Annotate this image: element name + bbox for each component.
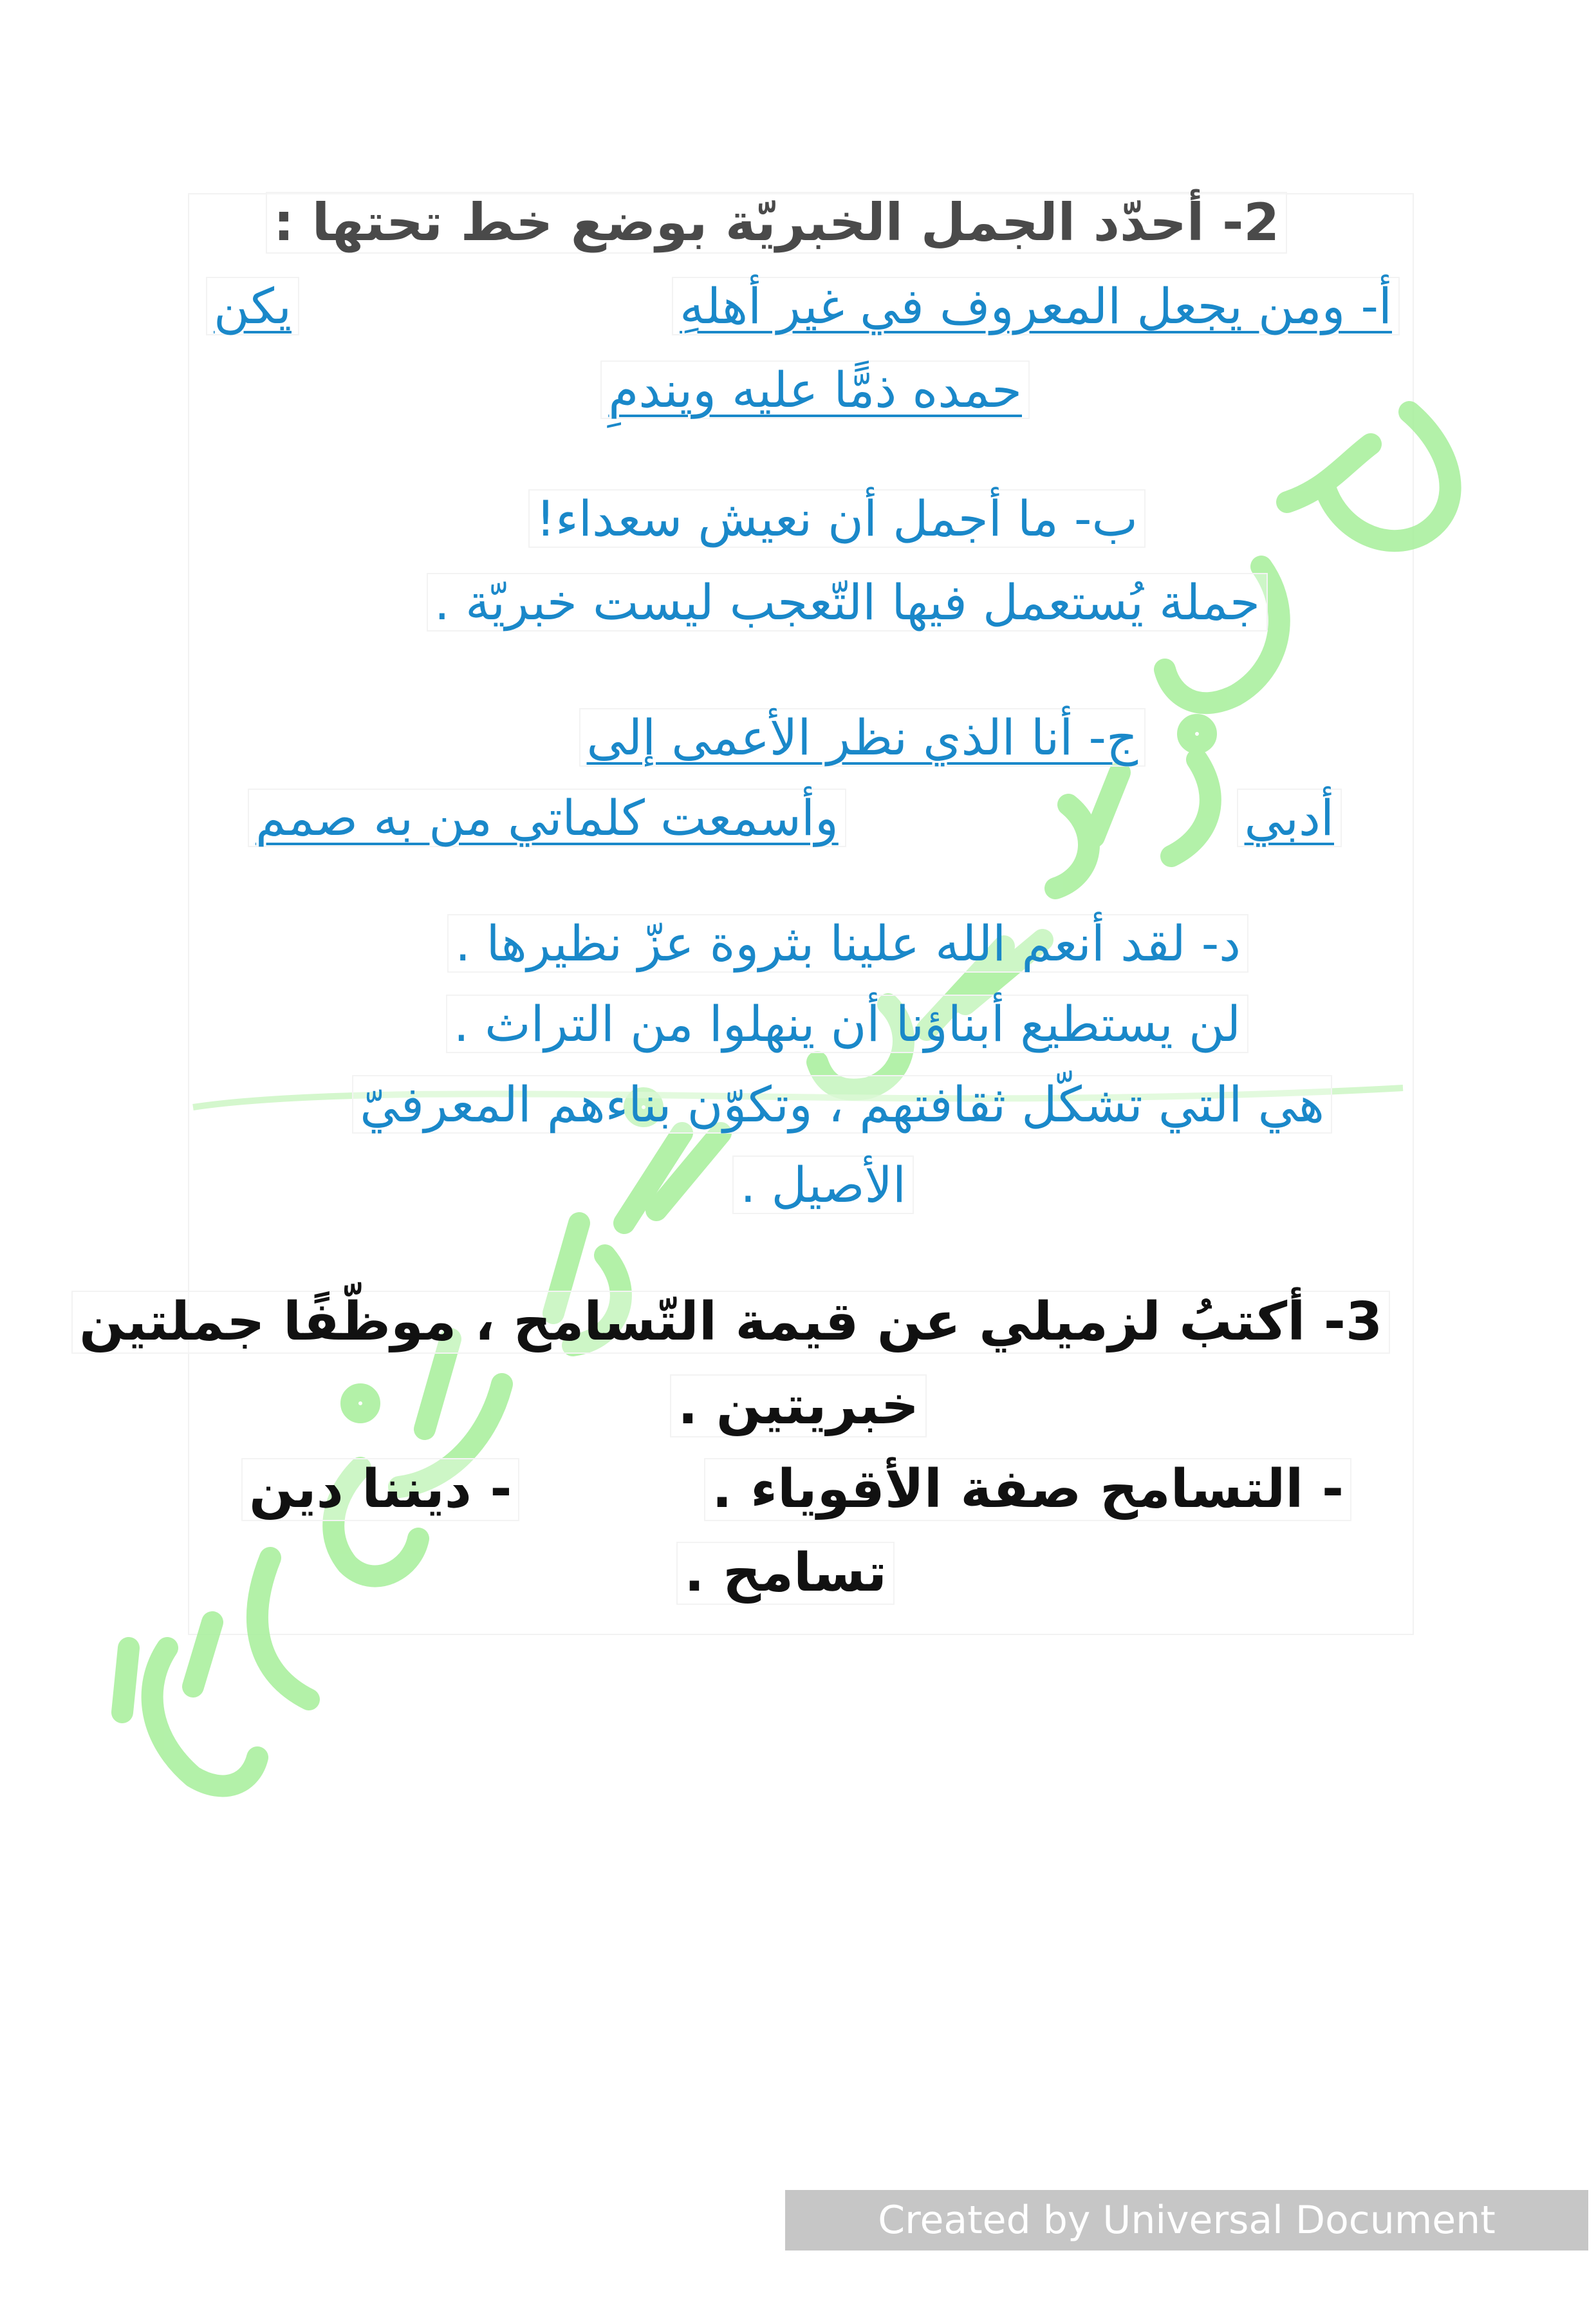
item-a-line2: حمده ذمًّا عليه ويندمِ bbox=[600, 360, 1030, 419]
item-a-line1-end: يكن bbox=[206, 277, 299, 335]
item-c-line1: ج- أنا الذي نظر الأعمى إلى bbox=[579, 708, 1146, 767]
answer-line-a: - التسامح صفة الأقوياء . bbox=[704, 1458, 1351, 1521]
item-d-line2: لن يستطيع أبناؤنا أن ينهلوا من التراث . bbox=[446, 995, 1248, 1053]
item-b-line2: جملة يُستعمل فيها التّعجب ليست خبريّة . bbox=[427, 573, 1268, 632]
answer-line-b-start: - ديننا دين bbox=[241, 1458, 519, 1521]
item-c-line2-start: أدبي bbox=[1237, 789, 1342, 847]
converter-footer: Created by Universal Document Converter bbox=[785, 2190, 1588, 2250]
item-d-line1: د- لقد أنعم الله علينا بثروة عزّ نظيرها . bbox=[447, 914, 1248, 973]
question-3-heading-line1: 3- أكتبُ لزميلي عن قيمة التّسامح ، موظّفًا جملتين bbox=[71, 1291, 1390, 1354]
question-2-heading: 2- أحدّد الجمل الخبريّة بوضع خط تحتها : bbox=[266, 192, 1287, 254]
item-c-line2-end: وأسمعت كلماتي من به صمم bbox=[248, 789, 846, 847]
item-a-line1: أ- ومن يجعل المعروف في غير أهلهِ bbox=[672, 277, 1400, 335]
question-3-heading-line2: خبريتين . bbox=[670, 1374, 927, 1437]
item-d-line3: هي التي تشكّل ثقافتهم ، وتكوّن بناءهم المعرفيّ bbox=[352, 1075, 1332, 1134]
item-b-line1: ب- ما أجمل أن نعيش سعداء! bbox=[528, 489, 1146, 548]
item-d-line4: الأصيل . bbox=[732, 1156, 914, 1214]
answer-line-b-end: تسامح . bbox=[676, 1542, 895, 1605]
